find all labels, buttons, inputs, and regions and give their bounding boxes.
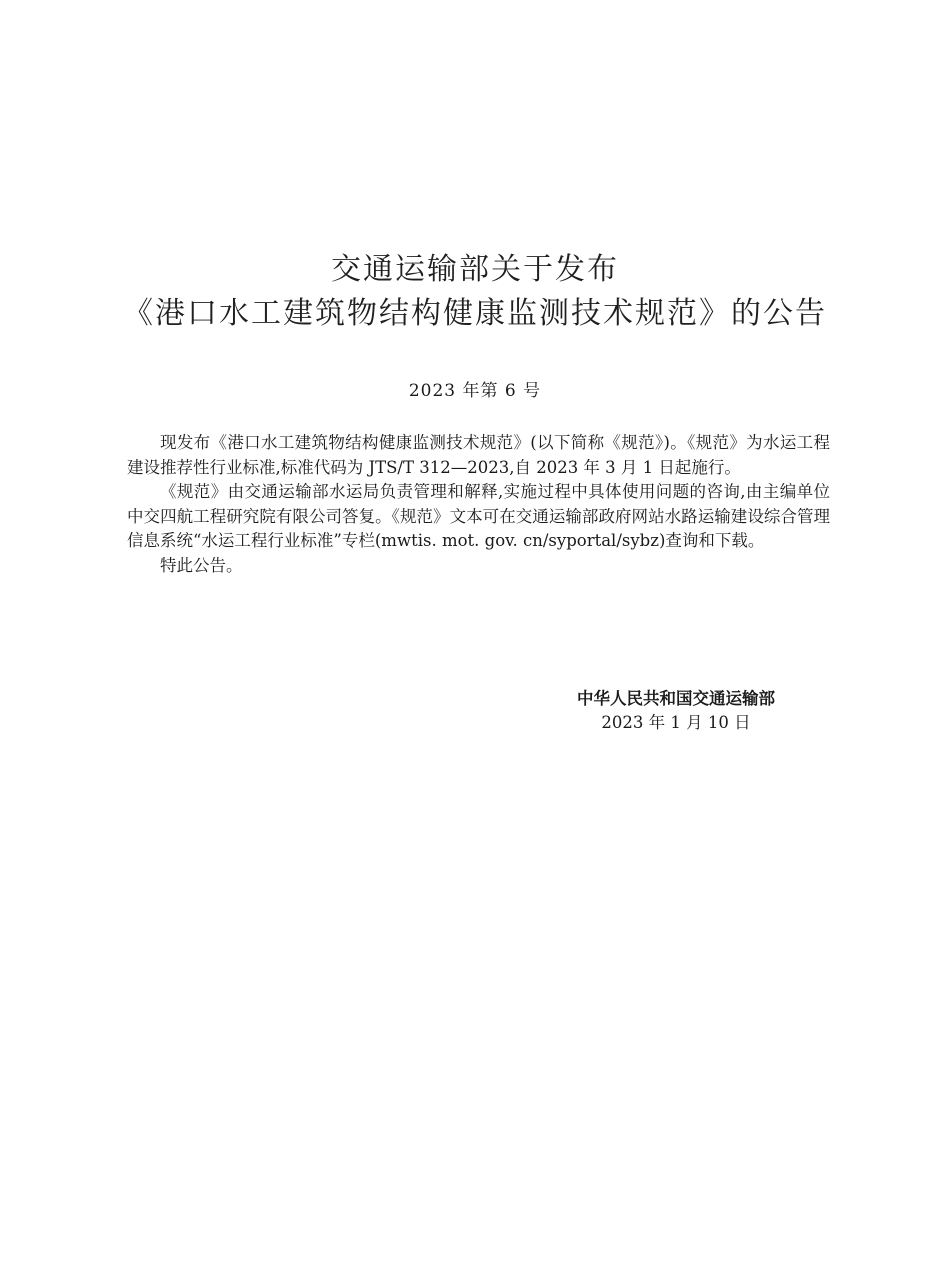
announcement-title-line2: 《港口水工建筑物结构健康监测技术规范》的公告	[123, 296, 827, 331]
signature-organization: 中华人民共和国交通运输部	[577, 689, 775, 708]
announcement-body	[127, 431, 830, 578]
signature-date: 2023 年 1 月 10 日	[601, 713, 751, 732]
body-paragraph: 《规范》由交通运输部水运局负责管理和解释,实施过程中具体使用问题的咨询,由主编单位中交四航工程研究院有限公司答复。《规范》文本可在交通运输部政府网站水路运输建设综合管理信息系统“水运工程行业标准”专栏(mwtis. mot. gov. cn/syportal/sybz)查询和下载。	[127, 482, 830, 550]
body-paragraph: 特此公告。	[160, 555, 243, 575]
document-number: 2023 年第 6 号	[408, 381, 542, 401]
announcement-title-line1: 交通运输部关于发布	[331, 252, 619, 287]
body-paragraph: 现发布《港口水工建筑物结构健康监测技术规范》(以下简称《规范》)。《规范》为水运工程建设推荐性行业标准,标准代码为 JTS/T 312—2023,自 2023 年 3 月 1 日起施行。	[127, 433, 830, 477]
